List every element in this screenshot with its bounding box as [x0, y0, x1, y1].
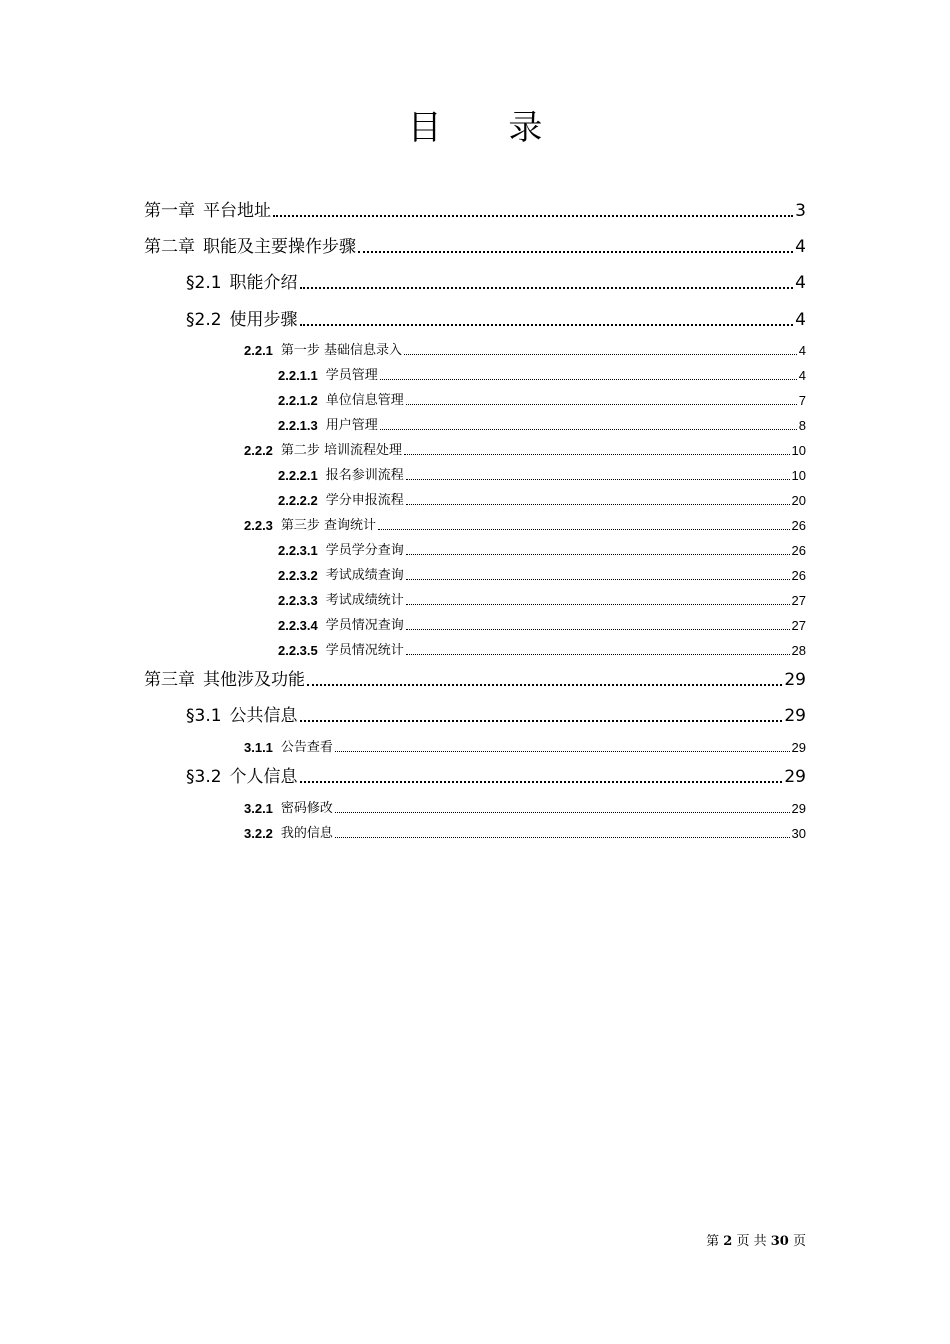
toc-leader-dots — [335, 812, 790, 813]
toc-entry[interactable] — [278, 564, 806, 583]
toc-leader-dots — [307, 684, 782, 686]
toc-entry-label: 公告查看 — [280, 740, 333, 755]
toc-entry-number: 2.2.1.3 — [278, 418, 318, 433]
footer-prefix: 第 — [706, 1234, 720, 1249]
toc-entry-label: 学员情况统计 — [325, 643, 404, 658]
toc-entry[interactable] — [244, 736, 806, 755]
toc-entry-page: 20 — [791, 493, 806, 508]
toc-entry[interactable] — [278, 464, 806, 483]
toc-entry-label: 学员情况查询 — [325, 618, 404, 633]
toc-entry[interactable] — [186, 305, 806, 330]
toc-entry[interactable] — [244, 514, 806, 533]
toc-entry-label: 职能介绍 — [229, 273, 298, 293]
toc-entry[interactable] — [278, 639, 806, 658]
toc-entry-label: 用户管理 — [325, 418, 378, 433]
toc-leader-dots — [406, 404, 797, 405]
toc-leader-dots — [335, 751, 790, 752]
toc-entry-number: 3.2.2 — [244, 826, 273, 841]
toc-entry-label: 第二步 培训流程处理 — [280, 443, 403, 458]
toc-entry-number: §2.2 — [186, 310, 222, 330]
toc-entry-page: 27 — [791, 618, 806, 633]
toc-leader-dots — [406, 629, 790, 630]
toc-entry-page: 27 — [791, 593, 806, 608]
toc-leader-dots — [300, 781, 783, 783]
toc-entry-page: 4 — [795, 310, 806, 330]
footer-total-pages: 30 — [770, 1234, 789, 1249]
toc-entry-page: 26 — [791, 568, 806, 583]
toc-entry[interactable] — [244, 339, 806, 358]
footer-mid: 页 共 — [736, 1234, 767, 1249]
toc-entry-page: 29 — [784, 767, 806, 787]
toc-entry[interactable] — [186, 268, 806, 293]
toc-entry-number: 2.2.2 — [244, 443, 273, 458]
toc-leader-dots — [406, 504, 790, 505]
toc-entry-number: 3.2.1 — [244, 801, 273, 816]
toc-leader-dots — [380, 429, 797, 430]
toc-leader-dots — [378, 529, 789, 530]
toc-entry-page: 8 — [798, 418, 806, 433]
toc-entry-number: §3.2 — [186, 767, 222, 787]
toc-entry-label: 第一步 基础信息录入 — [280, 343, 403, 358]
toc-entry[interactable] — [244, 822, 806, 841]
toc-leader-dots — [406, 554, 790, 555]
toc-leader-dots — [273, 215, 793, 217]
toc-entry-label: 学分申报流程 — [325, 493, 404, 508]
toc-entry-number: §3.1 — [186, 706, 222, 726]
toc-entry-label: 我的信息 — [280, 826, 333, 841]
toc-entry-page: 28 — [791, 643, 806, 658]
toc-entry-number: §2.1 — [186, 273, 222, 293]
toc-entry-number: 2.2.3.3 — [278, 593, 318, 608]
toc-entry-page: 4 — [798, 343, 806, 358]
toc-entry-page: 4 — [795, 273, 806, 293]
toc-entry[interactable] — [278, 589, 806, 608]
toc-entry[interactable] — [244, 797, 806, 816]
toc-entry-number: 第一章 — [144, 201, 195, 221]
toc-entry-label: 学员学分查询 — [325, 543, 404, 558]
toc-entry-label: 平台地址 — [203, 201, 271, 221]
toc-entry[interactable] — [186, 701, 806, 726]
toc-entry-page: 29 — [791, 801, 806, 816]
toc-entry[interactable] — [278, 539, 806, 558]
toc-leader-dots — [404, 354, 797, 355]
toc-entry-label: 第三步 查询统计 — [280, 518, 377, 533]
toc-leader-dots — [358, 251, 793, 253]
toc-entry-page: 29 — [791, 740, 806, 755]
toc-entry[interactable] — [144, 665, 806, 690]
toc-entry[interactable] — [278, 489, 806, 508]
toc-entry-number: 2.2.1 — [244, 343, 273, 358]
toc-leader-dots — [404, 454, 789, 455]
toc-entry-label: 学员管理 — [325, 368, 378, 383]
footer-current-page: 2 — [723, 1234, 733, 1249]
toc-entry[interactable] — [278, 614, 806, 633]
toc-entry[interactable] — [186, 762, 806, 787]
toc-entry-page: 10 — [791, 468, 806, 483]
toc-entry-label: 考试成绩查询 — [325, 568, 404, 583]
toc-entry-label: 考试成绩统计 — [325, 593, 404, 608]
toc-entry-label: 其他涉及功能 — [203, 670, 305, 690]
toc-entry[interactable] — [144, 232, 806, 257]
toc-entry-number: 第三章 — [144, 670, 195, 690]
toc-entry-number: 2.2.3.4 — [278, 618, 318, 633]
toc-entry-label: 个人信息 — [229, 767, 298, 787]
toc-entry-number: 2.2.3.2 — [278, 568, 318, 583]
toc-entry-page: 26 — [791, 518, 806, 533]
toc-entry-label: 单位信息管理 — [325, 393, 404, 408]
toc-entry-number: 2.2.2.2 — [278, 493, 318, 508]
toc-entry[interactable] — [278, 414, 806, 433]
toc-entry-number: 第二章 — [144, 237, 195, 257]
toc-entry-page: 30 — [791, 826, 806, 841]
toc-entry-label: 使用步骤 — [229, 310, 298, 330]
toc-leader-dots — [406, 479, 790, 480]
toc-leader-dots — [406, 604, 790, 605]
toc-entry-page: 26 — [791, 543, 806, 558]
toc-leader-dots — [300, 324, 794, 326]
toc-entry-number: 2.2.1.1 — [278, 368, 318, 383]
toc-entry[interactable] — [278, 389, 806, 408]
toc-entry[interactable] — [144, 196, 806, 221]
toc-entry-number: 3.1.1 — [244, 740, 273, 755]
page-footer — [706, 1230, 806, 1249]
toc-leader-dots — [406, 654, 790, 655]
footer-suffix: 页 — [792, 1234, 806, 1249]
toc-entry-label: 职能及主要操作步骤 — [203, 237, 356, 257]
toc-entry-label: 公共信息 — [229, 706, 298, 726]
toc-entry-page: 10 — [791, 443, 806, 458]
toc-leader-dots — [406, 579, 790, 580]
toc-entry-page: 29 — [784, 670, 806, 690]
toc-entry-number: 2.2.3.1 — [278, 543, 318, 558]
toc-entry[interactable] — [244, 439, 806, 458]
toc-entry[interactable] — [278, 364, 806, 383]
toc-leader-dots — [300, 287, 794, 289]
toc-entry-label: 密码修改 — [280, 801, 333, 816]
page-title: 目 录 — [407, 108, 571, 148]
toc-entry-number: 2.2.2.1 — [278, 468, 318, 483]
toc-entry-page: 3 — [795, 201, 806, 221]
toc-entry-label: 报名参训流程 — [325, 468, 404, 483]
toc-entry-number: 2.2.3 — [244, 518, 273, 533]
toc-entry-page: 29 — [784, 706, 806, 726]
toc-leader-dots — [300, 720, 783, 722]
toc-entry-page: 4 — [798, 368, 806, 383]
toc-entry-number: 2.2.1.2 — [278, 393, 318, 408]
toc-entry-page: 7 — [798, 393, 806, 408]
toc-leader-dots — [380, 379, 797, 380]
toc-leader-dots — [335, 837, 790, 838]
toc-entry-number: 2.2.3.5 — [278, 643, 318, 658]
toc-entry-page: 4 — [795, 237, 806, 257]
